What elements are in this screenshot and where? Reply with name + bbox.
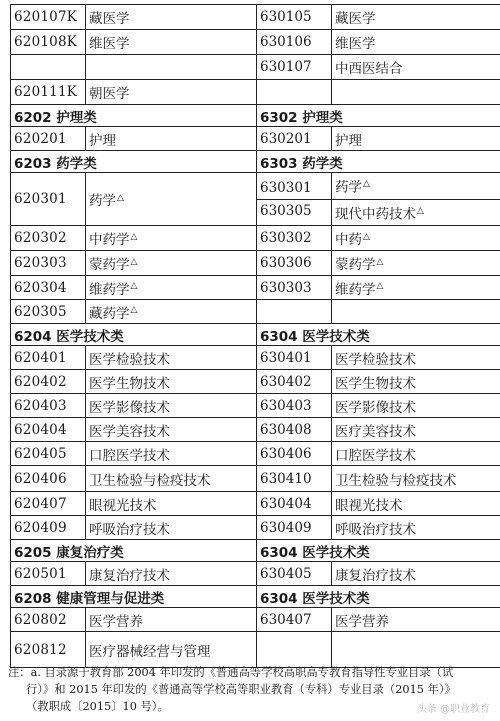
name-cell-left (86, 370, 257, 394)
name-cell-right (332, 466, 500, 492)
major-name: 医学影像技术 (89, 399, 170, 416)
major-name: 中药学 (89, 232, 130, 248)
group-row (11, 324, 500, 346)
name-cell-left (86, 30, 257, 55)
code-cell-right: 630302 (257, 226, 332, 251)
code-cell-left: 620303 (11, 251, 86, 276)
major-name: 康复治疗技术 (335, 567, 416, 584)
table-row (11, 370, 500, 394)
name-cell-left (86, 442, 257, 466)
major-name: 现代中药技术 (335, 206, 416, 222)
group-row (11, 586, 500, 608)
major-name: 护理 (89, 132, 116, 149)
major-name: 卫生检验与检疫技术 (89, 472, 211, 489)
code-cell-right: 630403 (257, 394, 332, 418)
name-cell-left (86, 516, 257, 540)
code-cell-left: 620201 (11, 127, 86, 151)
major-name: 医学影像技术 (335, 399, 416, 416)
table-row (11, 80, 500, 105)
code-cell-left: 620402 (11, 370, 86, 394)
major-name: 蒙药学 (89, 257, 130, 273)
code-cell-left: 620305 (11, 300, 86, 324)
name-cell-left (86, 55, 257, 80)
code-cell-left: 620301 (11, 173, 86, 226)
major-name: 医学检验技术 (335, 351, 416, 368)
table-row (11, 394, 500, 418)
code-cell-left: 620304 (11, 276, 86, 300)
name-cell-right (332, 276, 500, 300)
name-cell-left (86, 276, 257, 300)
footnote-line-3: （教职成〔2015〕10 号）。 (26, 700, 169, 713)
table-row (11, 300, 500, 324)
triangle-mark-icon: △ (417, 205, 424, 216)
major-name: 朝医学 (89, 86, 130, 102)
major-name: 口腔医学技术 (335, 447, 416, 464)
major-name: 维医学 (335, 36, 376, 52)
name-cell-left (86, 226, 257, 251)
table-row (11, 442, 500, 466)
code-cell-left: 620409 (11, 516, 86, 540)
major-name: 藏医学 (89, 11, 130, 27)
code-cell-left: 620107K (11, 5, 86, 30)
code-cell-left: 620108K (11, 30, 86, 55)
code-cell-right: 630406 (257, 442, 332, 466)
code-cell-right: 630408 (257, 418, 332, 442)
code-cell-left: 620406 (11, 466, 86, 492)
footnote-line-1: 注：a. 目录源于教育部 2004 年印发的《普通高等学校高职高专教育指导性专业目录（试 (8, 666, 454, 679)
code-cell-left: 620407 (11, 492, 86, 516)
code-cell-left (11, 55, 86, 80)
major-name: 医学检验技术 (89, 351, 170, 368)
major-name: 医学生物技术 (89, 375, 170, 392)
major-name: 医学美容技术 (89, 423, 170, 440)
major-name: 护理 (335, 132, 362, 149)
table-row (11, 418, 500, 442)
name-cell-right (332, 5, 500, 30)
code-cell-left: 620501 (11, 562, 86, 586)
triangle-mark-icon: △ (130, 305, 138, 315)
group-heading-right: 6304 医学技术类 (257, 540, 500, 562)
triangle-mark-icon: △ (130, 281, 138, 291)
name-cell-left (86, 466, 257, 492)
table-row (11, 562, 500, 586)
name-cell-right (332, 127, 500, 151)
code-cell-right: 630106 (257, 30, 332, 55)
group-heading-left: 6205 康复治疗类 (11, 540, 257, 562)
name-cell-right (332, 492, 500, 516)
code-cell-right (257, 300, 332, 324)
name-cell-left (86, 173, 257, 226)
name-cell-right (332, 394, 500, 418)
name-cell-right (332, 370, 500, 394)
name-cell-right (332, 346, 500, 370)
name-cell-left (86, 492, 257, 516)
code-cell-left: 620403 (11, 394, 86, 418)
code-cell-right: 630201 (257, 127, 332, 151)
code-cell-right: 630405 (257, 562, 332, 586)
code-cell-right: 630402 (257, 370, 332, 394)
major-name: 卫生检验与检疫技术 (335, 472, 457, 489)
table-row (11, 466, 500, 492)
major-name: 呼吸治疗技术 (335, 521, 416, 538)
table-row (11, 632, 500, 668)
name-line (332, 173, 500, 200)
table-row (11, 346, 500, 370)
name-line (332, 200, 500, 226)
name-cell-right (332, 251, 500, 276)
code-cell-left: 620302 (11, 226, 86, 251)
major-name: 医疗器械经营与管理 (89, 643, 211, 660)
major-name: 康复治疗技术 (89, 567, 170, 584)
code-cell-left: 620405 (11, 442, 86, 466)
name-cell-right (332, 226, 500, 251)
major-name: 口腔医学技术 (89, 447, 170, 464)
code-cell-left: 620802 (11, 608, 86, 632)
group-heading-right: 6304 医学技术类 (257, 324, 500, 346)
table-row (11, 226, 500, 251)
code-cell-right: 630306 (257, 251, 332, 276)
table-row (11, 127, 500, 151)
major-name: 眼视光技术 (335, 497, 403, 514)
major-name: 维医学 (89, 36, 130, 52)
major-name: 药学 (89, 193, 116, 209)
name-cell-right (332, 418, 500, 442)
name-cell-right (332, 173, 500, 226)
table-row (11, 492, 500, 516)
code-cell-left: 620111K (11, 80, 86, 105)
name-cell-right (332, 80, 500, 105)
table-row (11, 276, 500, 300)
name-cell-left (86, 562, 257, 586)
group-row (11, 105, 500, 127)
code-cell-left: 620401 (11, 346, 86, 370)
group-row (11, 540, 500, 562)
name-cell-left (86, 632, 257, 668)
major-name: 维药学 (89, 281, 130, 298)
name-cell-left (86, 5, 257, 30)
name-cell-right (332, 442, 500, 466)
major-name: 眼视光技术 (89, 497, 157, 514)
name-cell-left (86, 300, 257, 324)
code-line: 630301 (257, 177, 331, 200)
code-cell-right: 630409 (257, 516, 332, 540)
major-name: 医学营养 (89, 613, 143, 630)
code-line: 630305 (260, 202, 312, 219)
major-name: 藏医学 (335, 11, 376, 27)
major-comparison-table (10, 4, 500, 668)
table-row (11, 608, 500, 632)
name-cell-right (332, 55, 500, 80)
group-heading-left: 6208 健康管理与促进类 (11, 586, 257, 608)
name-cell-left (86, 418, 257, 442)
triangle-mark-icon: △ (363, 231, 370, 242)
table-row (11, 173, 500, 226)
triangle-mark-icon: △ (376, 281, 384, 291)
table-row (11, 516, 500, 540)
name-cell-left (86, 251, 257, 276)
code-cell-left: 620404 (11, 418, 86, 442)
code-cell-right: 630410 (257, 466, 332, 492)
code-cell-right: 630404 (257, 492, 332, 516)
major-name: 中药 (335, 232, 362, 248)
name-cell-left (86, 127, 257, 151)
group-heading-right: 6302 护理类 (257, 105, 500, 127)
table-row (11, 30, 500, 55)
table-body (11, 5, 500, 668)
triangle-mark-icon: △ (376, 256, 384, 267)
major-name: 医疗美容技术 (335, 423, 416, 440)
group-heading-right: 6304 医学技术类 (257, 586, 500, 608)
code-cell-right (257, 173, 332, 226)
name-cell-left (86, 394, 257, 418)
name-cell-right (332, 300, 500, 324)
table-row (11, 55, 500, 80)
group-row (11, 151, 500, 173)
name-cell-right (332, 608, 500, 632)
code-cell-right: 630303 (257, 276, 332, 300)
code-cell-right: 630107 (257, 55, 332, 80)
major-name: 医学生物技术 (335, 375, 416, 392)
major-name: 中西医结合 (335, 61, 403, 77)
code-cell-left: 620812 (11, 632, 86, 668)
code-cell-right (257, 80, 332, 105)
major-name: 蒙药学 (335, 257, 376, 273)
watermark: 头条 @职业教育 (416, 704, 490, 715)
major-name: 维药学 (335, 281, 376, 298)
group-heading-left: 6204 医学技术类 (11, 324, 257, 346)
table-row (11, 5, 500, 30)
triangle-mark-icon: △ (130, 256, 138, 267)
group-heading-left: 6203 药学类 (11, 151, 257, 173)
major-name: 藏药学 (89, 305, 130, 322)
triangle-mark-icon: △ (117, 192, 124, 203)
major-name: 医学营养 (335, 613, 389, 630)
name-cell-left (86, 608, 257, 632)
major-name: 呼吸治疗技术 (89, 521, 170, 538)
group-heading-right: 6303 药学类 (257, 151, 500, 173)
table-row (11, 251, 500, 276)
name-cell-left (86, 80, 257, 105)
code-cell-right: 630407 (257, 608, 332, 632)
name-cell-right (332, 30, 500, 55)
name-cell-right (332, 516, 500, 540)
code-cell-right: 630105 (257, 5, 332, 30)
triangle-mark-icon: △ (363, 179, 370, 189)
code-cell-right (257, 632, 332, 668)
code-cell-right: 630401 (257, 346, 332, 370)
name-cell-left (86, 346, 257, 370)
footnote-line-2: 行）》和 2015 年印发的《普通高等学校高等职业教育（专科）专业目录（2015 年）》 (26, 683, 456, 696)
name-cell-right (332, 632, 500, 668)
triangle-mark-icon: △ (130, 231, 138, 242)
name-cell-right (332, 562, 500, 586)
group-heading-left: 6202 护理类 (11, 105, 257, 127)
document-page (10, 4, 490, 668)
major-name: 药学 (335, 179, 362, 196)
